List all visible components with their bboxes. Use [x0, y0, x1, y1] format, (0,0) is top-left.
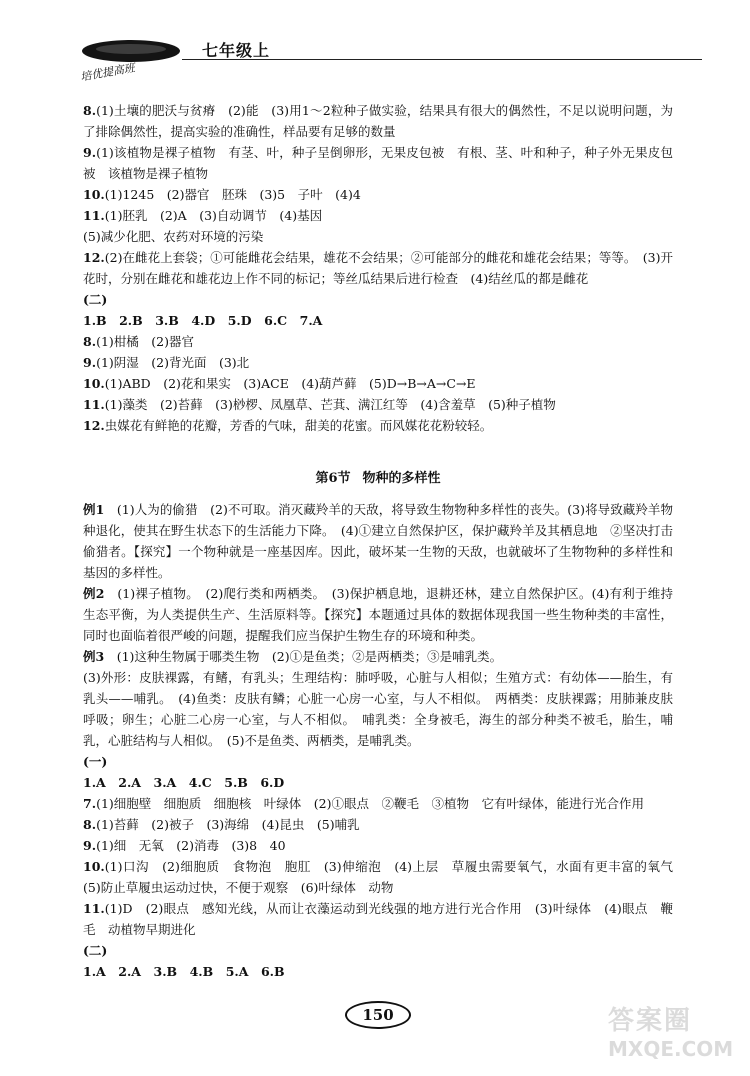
- answer-line: 9.(1)阴湿 (2)背光面 (3)北: [83, 355, 250, 370]
- answer-line: (3)外形：皮肤裸露，有鳍，有乳头；生理结构：肺呼吸，心脏与人相似；生殖方式：有幼体——胎生，有乳头——哺乳。 (4)鱼类：皮肤有鳞；心脏一心房一心室，与人不相似。 两栖类：皮肤裸露；用肺兼皮肤呼吸；卵生；心脏二心房一心室，与人不相似。 哺乳类：全身被毛，海生的部分种类不被毛，胎生，哺乳，心脏结构与人相似。 (5)不是鱼类、两栖类，是哺乳类。: [83, 670, 673, 748]
- answer-line: 9.(1)该植物是裸子植物 有茎、叶，种子呈倒卵形，无果皮包被 有根、茎、叶和种子，种子外无果皮包被 该植物是裸子植物: [83, 145, 673, 181]
- example-answer: 例1 (1)人为的偷猎 (2)不可取。消灭藏羚羊的天敌，将导致生物物种多样性的丧失。(3)将导致藏羚羊物种退化，使其在野生状态下的生活能力下降。 (4)①建立自然保护区，保护藏羚羊及其栖息地 ②坚决打击偷猎者。【探究】一个物种就是一座基因库。因此，破坏某一生物的天敌，也就破坏了生物物种的多样性和基因的多样性。: [83, 502, 673, 580]
- answer-line: 12.虫媒花有鲜艳的花瓣，芳香的气味，甜美的花蜜。而风媒花花粉较轻。: [83, 418, 493, 433]
- choice-answers: 1.A 2.A 3.B 4.B 5.A 6.B: [83, 964, 285, 979]
- answer-line: 8.(1)柑橘 (2)器官: [83, 334, 194, 349]
- page-header: [60, 28, 690, 88]
- answer-line: 10.(1)口沟 (2)细胞质 食物泡 胞肛 (3)伸缩泡 (4)上层 草履虫需要氧气，水面有更丰富的氧气 (5)防止草履虫运动过快，不便于观察 (6)叶绿体 动物: [83, 859, 686, 895]
- grade-label: 七年级上: [202, 41, 271, 60]
- part-heading: (二): [83, 292, 108, 307]
- example-answer: 例2 (1)裸子植物。 (2)爬行类和两栖类。 (3)保护栖息地，退耕还林，建立自然保护区。(4)有利于维持生态平衡，为人类提供生产、生活原料等。【探究】本题通过具体的数据体现我国一些生物种类的丰富性，同时也面临着很严峻的问题，提醒我们应当保护生物生存的环境和种类。: [83, 586, 673, 643]
- page-number: 150: [345, 1001, 411, 1029]
- watermark-logo: [608, 1000, 736, 1064]
- answer-line: 11.(1)藻类 (2)苔藓 (3)桫椤、凤凰草、芒萁、满江红等 (4)含羞草 (5)种子植物: [83, 397, 556, 412]
- section-title: 第6节 物种的多样性: [315, 471, 441, 486]
- answer-content: [83, 100, 686, 982]
- choice-answers: 1.B 2.B 3.B 4.D 5.D 6.C 7.A: [83, 313, 323, 328]
- choice-answers: 1.A 2.A 3.A 4.C 5.B 6.D: [83, 775, 285, 790]
- answer-line: 11.(1)胚乳 (2)A (3)自动调节 (4)基因: [83, 208, 323, 223]
- watermark-url: MXQE.COM: [608, 1037, 734, 1061]
- watermark-text: 答案圈: [608, 1006, 693, 1036]
- answer-line: 8.(1)土壤的肥沃与贫瘠 (2)能 (3)用1～2粒种子做实验，结果具有很大的偶然性，不足以说明问题，为了排除偶然性，提高实验的准确性，样品要有足够的数量: [83, 103, 673, 139]
- answer-line: (5)减少化肥、农药对环境的污染: [83, 229, 264, 244]
- answer-line: 9.(1)细 无氧 (2)消毒 (3)8 40: [83, 838, 286, 853]
- brand-label: 培优提高班: [79, 61, 136, 84]
- answer-line: 10.(1)ABD (2)花和果实 (3)ACE (4)葫芦藓 (5)D→B→A→C→E: [83, 376, 476, 391]
- answer-line: 12.(2)在雌花上套袋；①可能雌花会结果，雄花不会结果；②可能部分的雌花和雄花会结果；等等。 (3)开花时，分别在雌花和雄花边上作不同的标记；等丝瓜结果后进行检查 (4)结丝瓜的都是雌花: [83, 250, 673, 286]
- part-heading: (二): [83, 943, 108, 958]
- example-answer: 例3 (1)这种生物属于哪类生物 (2)①是鱼类；②是两栖类；③是哺乳类。: [83, 649, 503, 664]
- part-heading: (一): [83, 754, 108, 769]
- header-rule: [182, 59, 702, 60]
- answer-line: 11.(1)D (2)眼点 感知光线，从而让衣藻运动到光线强的地方进行光合作用 (3)叶绿体 (4)眼点 鞭毛 动植物早期进化: [83, 901, 673, 937]
- answer-line: 10.(1)1245 (2)器官 胚珠 (3)5 子叶 (4)4: [83, 187, 361, 202]
- answer-line: 8.(1)苔藓 (2)被子 (3)海绵 (4)昆虫 (5)哺乳: [83, 817, 360, 832]
- answer-line: 7.(1)细胞壁 细胞质 细胞核 叶绿体 (2)①眼点 ②鞭毛 ③植物 它有叶绿体，能进行光合作用: [83, 796, 644, 811]
